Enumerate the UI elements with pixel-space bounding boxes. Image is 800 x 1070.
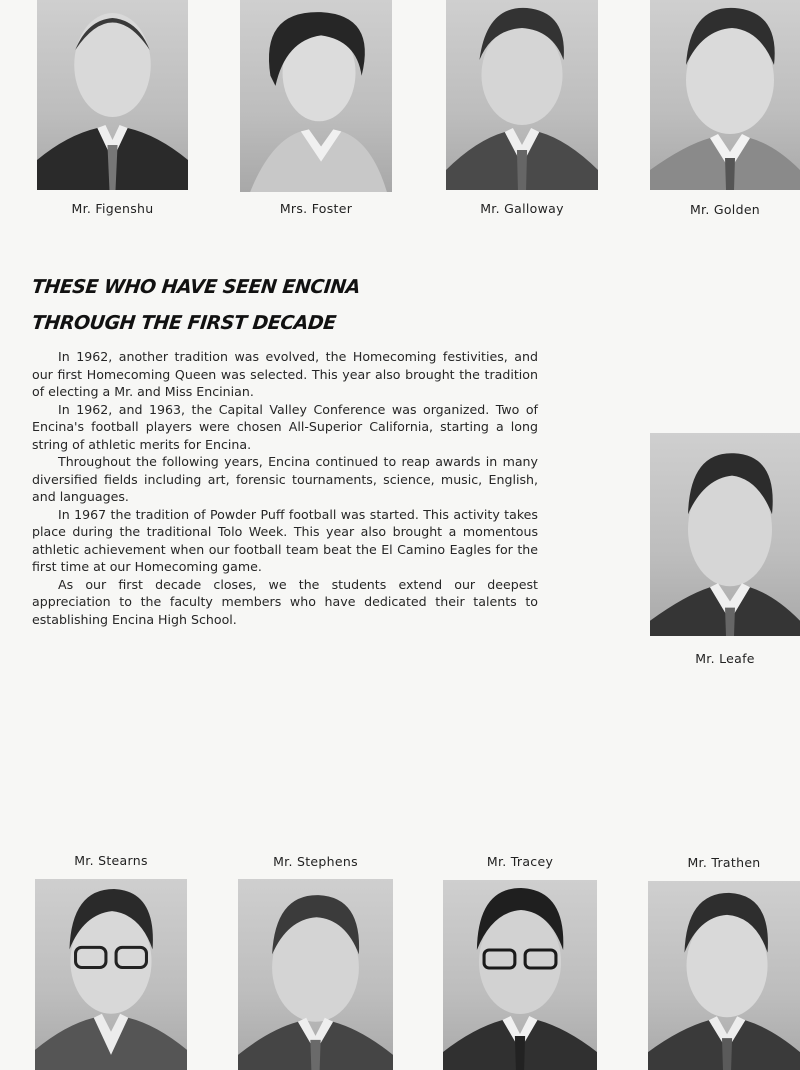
- portrait-man-icon: [650, 433, 800, 636]
- portrait-stearns: [35, 879, 187, 1070]
- portrait-golden: [650, 0, 800, 190]
- caption-trathen: Mr. Trathen: [687, 855, 761, 870]
- caption-stearns: Mr. Stearns: [74, 853, 148, 868]
- caption-golden: Mr. Golden: [689, 202, 761, 217]
- headline-line-1: THESE WHO HAVE SEEN ENCINA: [30, 276, 362, 298]
- portrait-trathen: [648, 881, 800, 1070]
- paragraph-4: In 1967 the tradition of Powder Puff football was started. This activity takes place during the traditional Tolo Week. This year also brought a momentous athletic achievement when our football team beat the El Camino Eagles for the first time at our Homecoming game.: [32, 506, 538, 574]
- portrait-man-glasses-icon: [443, 880, 597, 1070]
- caption-tracey: Mr. Tracey: [486, 854, 554, 869]
- caption-galloway: Mr. Galloway: [480, 201, 564, 216]
- caption-stephens: Mr. Stephens: [273, 854, 358, 869]
- caption-leafe: Mr. Leafe: [695, 651, 755, 666]
- portrait-man-icon: [650, 0, 800, 190]
- portrait-foster: [240, 0, 392, 192]
- caption-foster: Mrs. Foster: [279, 201, 353, 216]
- paragraph-3: Throughout the following years, Encina continued to reap awards in many diversified fields including art, forensic tournaments, science, music, English, and languages.: [32, 454, 538, 504]
- portrait-leafe: [650, 433, 800, 636]
- portrait-man-icon: [238, 879, 393, 1070]
- portrait-man-glasses-icon: [35, 879, 187, 1070]
- paragraph-1: In 1962, another tradition was evolved, the Homecoming festivities, and our first Homecoming Queen was selected. This year also brought the tradition of electing a Mr. and Miss Encinian.: [32, 349, 538, 399]
- portrait-galloway: [446, 0, 598, 190]
- portrait-man-icon: [37, 0, 188, 190]
- portrait-stephens: [238, 879, 393, 1070]
- portrait-figenshu: [37, 0, 188, 190]
- portrait-tracey: [443, 880, 597, 1070]
- article-body: [32, 348, 538, 628]
- portrait-man-icon: [446, 0, 598, 190]
- headline-line-2: THROUGH THE FIRST DECADE: [30, 312, 337, 334]
- portrait-man-icon: [648, 881, 800, 1070]
- paragraph-2: In 1962, and 1963, the Capital Valley Conference was organized. Two of Encina's football players were chosen All-Superior California, starting a long string of athletic merits for Encina.: [32, 401, 538, 452]
- paragraph-5: As our first decade closes, we the students extend our deepest appreciation to the faculty members who have dedicated their talents to establishing Encina High School.: [32, 576, 538, 627]
- portrait-woman-icon: [240, 0, 392, 192]
- caption-figenshu: Mr. Figenshu: [71, 201, 154, 216]
